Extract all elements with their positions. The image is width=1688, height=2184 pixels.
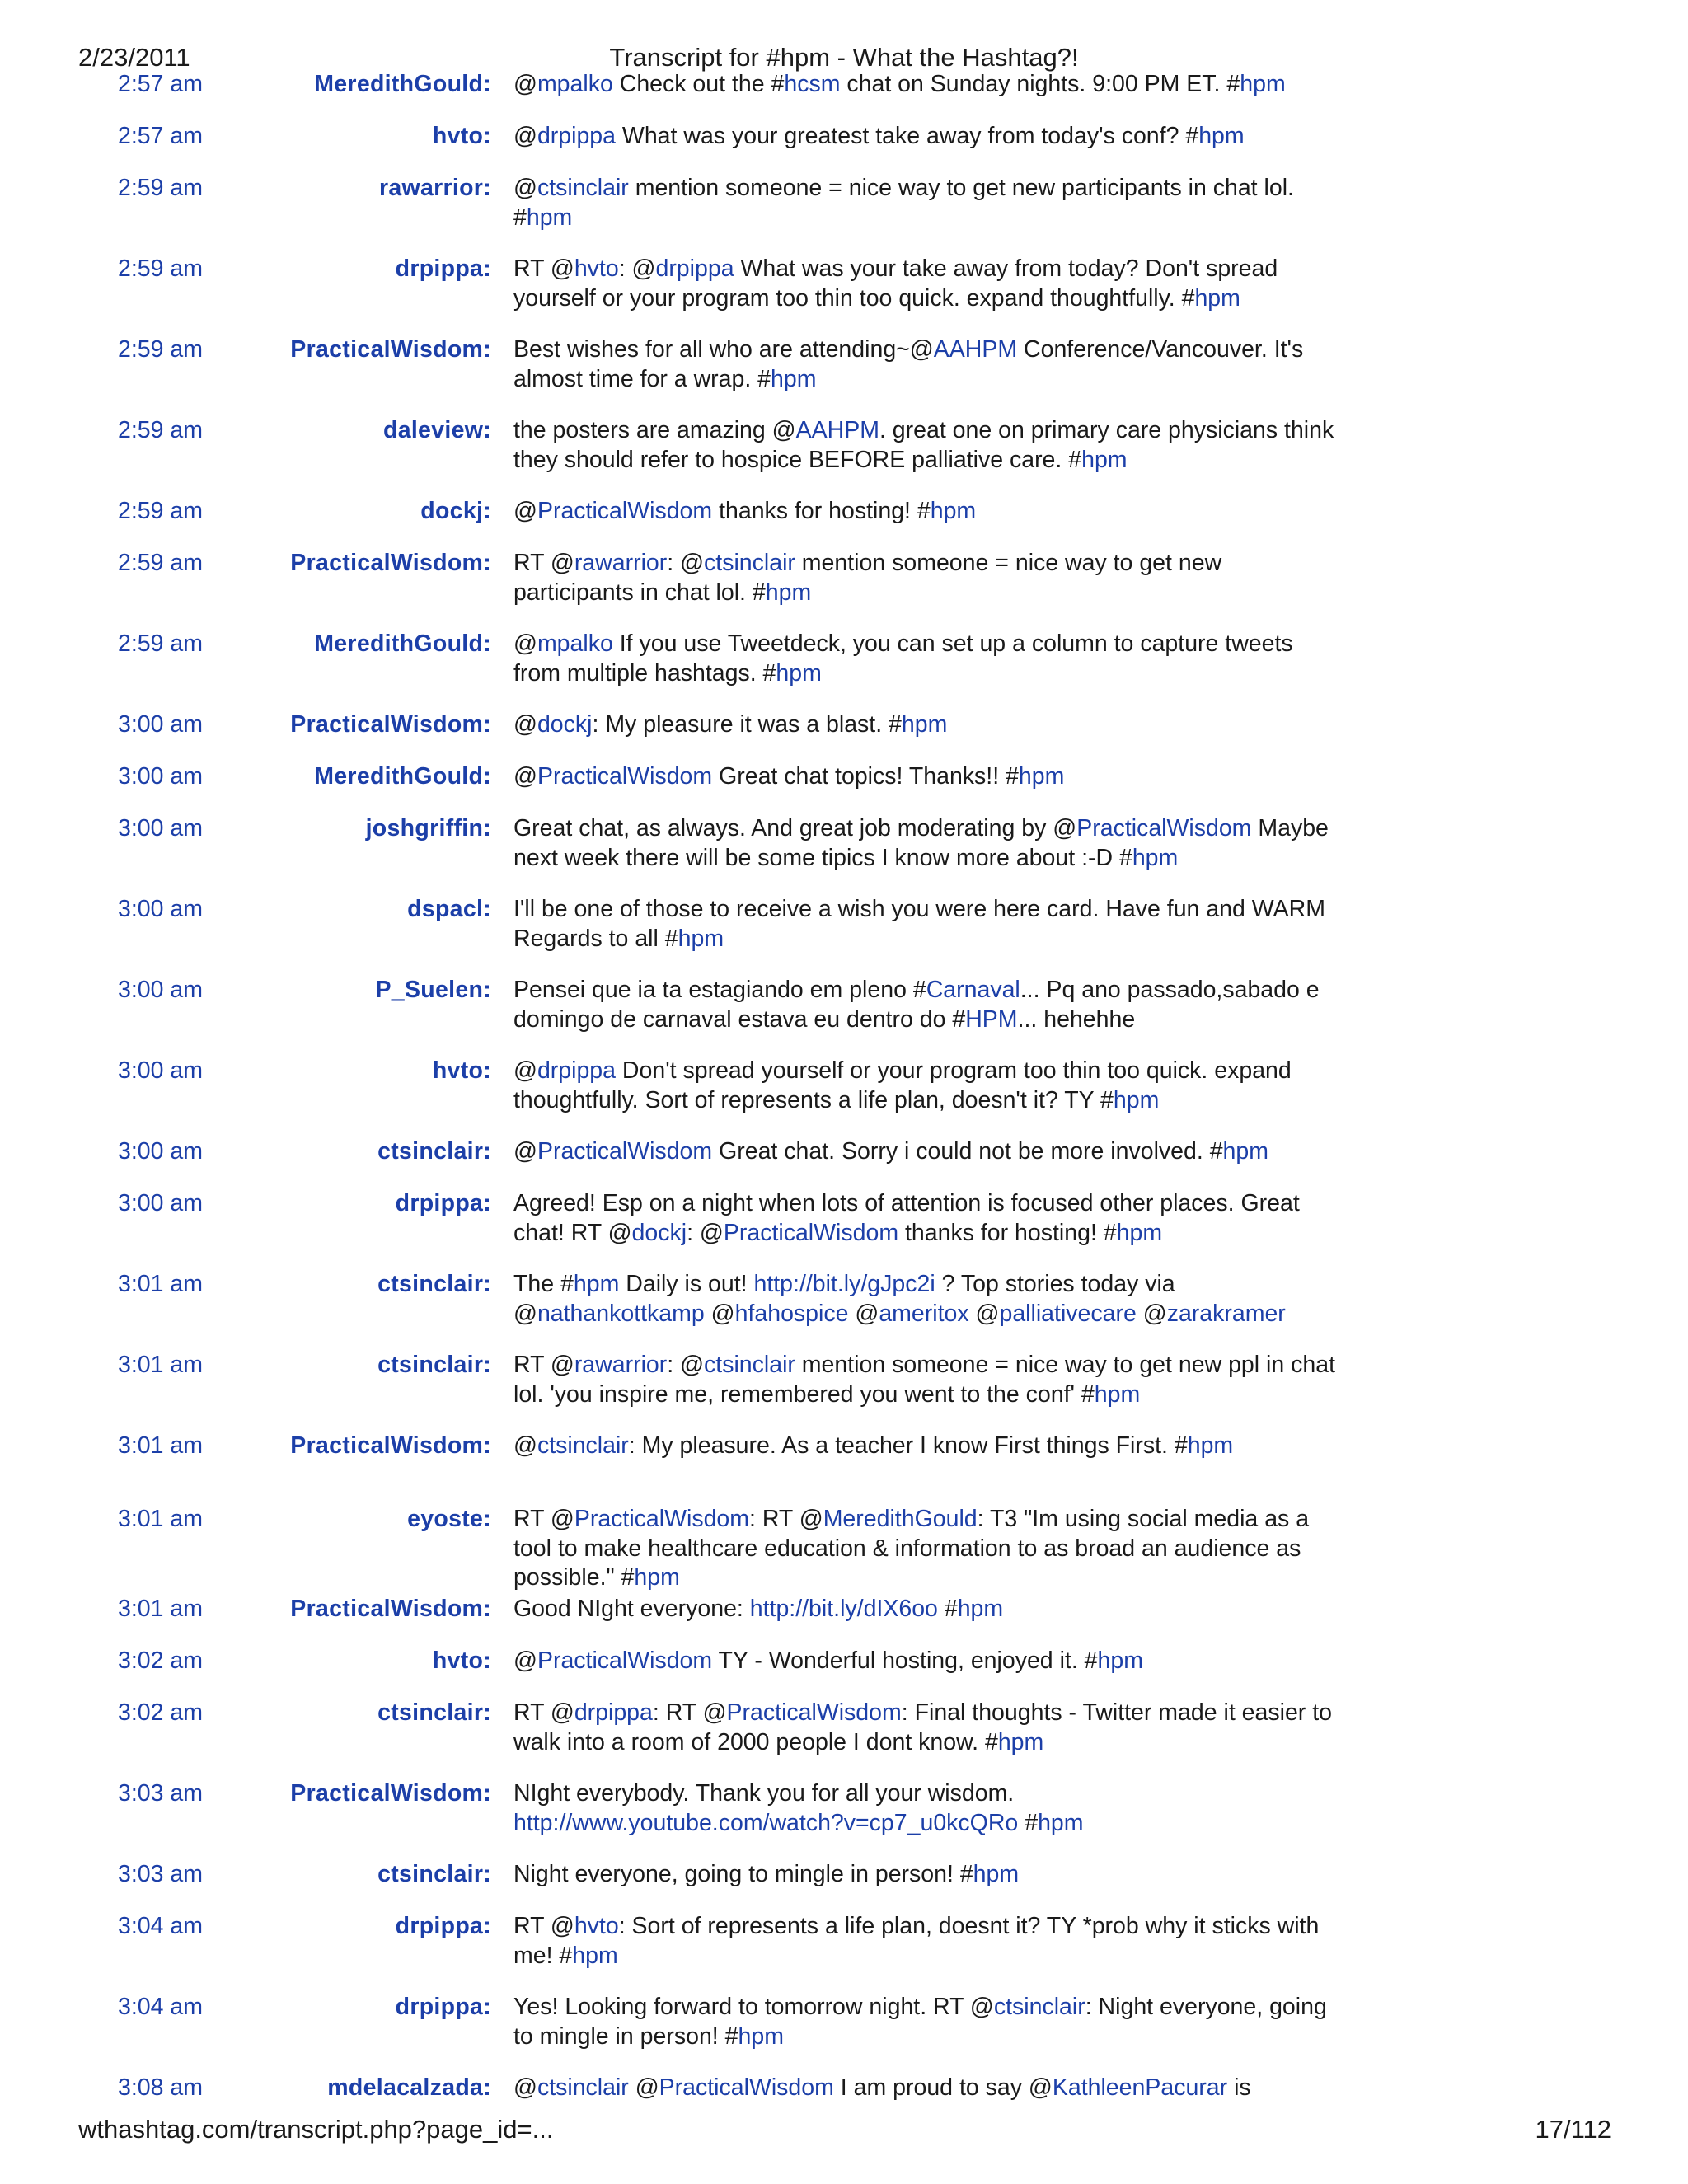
message-text: Best wishes for all who are attending~@	[513, 336, 934, 363]
message-link[interactable]: ctsinclair	[704, 550, 795, 576]
message-link[interactable]: rawarrior	[574, 1352, 668, 1378]
row-username[interactable]: eyoste:	[407, 1506, 491, 1532]
row-time: 3:02 am	[118, 1699, 203, 1726]
message-link[interactable]: hpm	[1113, 1086, 1160, 1113]
row-message	[513, 2074, 1338, 2103]
message-link[interactable]: hcsm	[784, 71, 841, 97]
row-username[interactable]: drpippa:	[395, 255, 491, 282]
message-link[interactable]: hpm	[776, 659, 822, 687]
row-username[interactable]: ctsinclair:	[377, 1271, 491, 1297]
message-text: @	[704, 1300, 735, 1327]
message-text: : My pleasure. As a teacher I know First things First. #	[628, 1432, 1188, 1459]
message-link[interactable]: hpm	[1198, 123, 1245, 149]
message-link[interactable]: hpm	[930, 498, 977, 524]
message-text: @	[513, 630, 537, 657]
row-time: 2:57 am	[118, 123, 203, 149]
row-message	[513, 549, 1338, 607]
row-message	[513, 70, 1338, 100]
message-text: : T3 "Im using social media as a tool to make healthcare education & information to as broad an audience as possible." #	[513, 1506, 1310, 1591]
row-message	[513, 1137, 1338, 1167]
row-username[interactable]: drpippa:	[395, 1994, 491, 2020]
footer-url: wthashtag.com/transcript.php?page_id=...	[78, 2115, 554, 2144]
message-link[interactable]: mpalko	[537, 630, 613, 657]
message-text: @	[513, 1138, 537, 1165]
row-username[interactable]: PracticalWisdom:	[290, 711, 491, 738]
row-username[interactable]: PracticalWisdom:	[290, 1780, 491, 1807]
row-time: 3:00 am	[118, 815, 203, 841]
message-text: #	[1018, 1809, 1039, 1836]
message-text: is	[1227, 2074, 1251, 2101]
message-link[interactable]: drpippa	[655, 255, 734, 282]
row-message	[513, 1057, 1338, 1115]
row-message	[513, 1699, 1338, 1757]
message-text: Don't spread yourself or your program too thin too quick. expand thoughtfully. Sort of represents a life plan, doesn't it? TY #	[513, 1057, 1292, 1113]
row-username[interactable]: dspacl:	[407, 896, 491, 922]
message-text: TY - Wonderful hosting, enjoyed it. #	[712, 1647, 1098, 1674]
message-text: : My pleasure it was a blast. #	[592, 711, 902, 738]
row-time: 3:02 am	[118, 1647, 203, 1674]
row-time: 3:01 am	[118, 1432, 203, 1459]
message-text: RT @	[513, 550, 574, 576]
row-username[interactable]: PracticalWisdom:	[290, 1432, 491, 1459]
message-link[interactable]: mpalko	[537, 71, 613, 97]
message-text: the posters are amazing @	[513, 417, 796, 443]
message-link[interactable]: ctsinclair	[537, 1432, 629, 1459]
message-text: Agreed! Esp on a night when lots of attention is focused other places. Great chat! RT @	[513, 1190, 1300, 1246]
message-text: @	[628, 2074, 659, 2101]
row-message	[513, 122, 1338, 152]
row-time: 3:01 am	[118, 1352, 203, 1378]
message-text: @	[513, 763, 537, 790]
message-link[interactable]: AAHPM	[795, 417, 879, 443]
row-username[interactable]: PracticalWisdom:	[290, 336, 491, 363]
row-username[interactable]: MeredithGould:	[314, 630, 491, 657]
message-link[interactable]: hpm	[765, 579, 812, 606]
message-link[interactable]: hpm	[1038, 1809, 1084, 1836]
message-text: ... Pq ano passado,sabado e domingo de carnaval estava eu dentro do #	[513, 977, 1320, 1033]
message-text: : Night everyone, going to mingle in person! #	[513, 1994, 1327, 2050]
message-text: chat on Sunday nights. 9:00 PM ET. #	[840, 71, 1240, 97]
message-link[interactable]: rawarrior	[574, 550, 668, 576]
row-message	[513, 1270, 1338, 1329]
message-link[interactable]: PracticalWisdom	[723, 1219, 899, 1246]
row-username[interactable]: ctsinclair:	[377, 1861, 491, 1887]
message-text: RT @	[513, 1913, 574, 1939]
message-link[interactable]: http://bit.ly/gJpc2i	[753, 1271, 935, 1297]
row-time: 3:01 am	[118, 1506, 203, 1532]
message-text: If you use Tweetdeck, you can set up a column to capture tweets from multiple hashtags. #	[513, 630, 1293, 687]
message-text: mention someone = nice way to get new participants in chat lol. #	[513, 175, 1294, 231]
message-link[interactable]: hpm	[1116, 1219, 1163, 1246]
message-link[interactable]: hpm	[678, 925, 724, 952]
page-title: Transcript for #hpm - What the Hashtag?!	[609, 43, 1079, 72]
row-username[interactable]: ctsinclair:	[377, 1352, 491, 1378]
message-text: @	[513, 1432, 537, 1459]
row-message	[513, 416, 1338, 475]
message-link[interactable]: hpm	[573, 1271, 620, 1297]
message-link[interactable]: hpm	[738, 2022, 784, 2050]
message-text: : @	[667, 550, 705, 576]
message-text: Great chat. Sorry i could not be more involved. #	[712, 1138, 1223, 1165]
row-message	[513, 1647, 1338, 1676]
message-text: RT @	[513, 1699, 574, 1726]
message-link[interactable]: nathankottkamp	[537, 1300, 705, 1327]
row-time: 3:00 am	[118, 896, 203, 922]
row-time: 2:59 am	[118, 550, 203, 576]
row-message	[513, 1595, 1338, 1624]
message-link[interactable]: zarakramer	[1166, 1300, 1286, 1327]
row-time: 2:59 am	[118, 175, 203, 201]
message-link[interactable]: hpm	[973, 1861, 1020, 1887]
message-link[interactable]: PracticalWisdom	[537, 763, 713, 790]
message-link[interactable]: ctsinclair	[704, 1352, 795, 1378]
row-message	[513, 497, 1338, 527]
message-link[interactable]: hvto	[574, 1913, 619, 1939]
message-link[interactable]: hpm	[1194, 284, 1240, 312]
message-link[interactable]: dockj	[631, 1219, 687, 1246]
row-time: 3:00 am	[118, 1057, 203, 1084]
message-link[interactable]: hpm	[1094, 1380, 1141, 1408]
message-link[interactable]: hpm	[1240, 71, 1286, 97]
row-message	[513, 1860, 1338, 1890]
message-link[interactable]: hpm	[634, 1564, 680, 1591]
message-text: @	[513, 1647, 537, 1674]
message-link[interactable]: PracticalWisdom	[574, 1506, 750, 1532]
message-link[interactable]: hpm	[1187, 1432, 1234, 1459]
message-text: @	[513, 711, 537, 738]
row-username[interactable]: PracticalWisdom:	[290, 1596, 491, 1622]
row-username[interactable]: ctsinclair:	[377, 1699, 491, 1726]
message-text: What was your take away from today? Don't spread yourself or your program too thin too quick. expand thoughtfully. #	[513, 255, 1278, 312]
row-time: 3:00 am	[118, 977, 203, 1003]
message-link[interactable]: dockj	[537, 711, 593, 738]
message-link[interactable]: hpm	[997, 1728, 1044, 1755]
message-link[interactable]: ctsinclair	[537, 2074, 629, 2101]
message-text: Maybe next week there will be some tipics I know more about :-D #	[513, 815, 1329, 871]
row-message	[513, 1993, 1338, 2051]
message-text: thanks for hosting! #	[898, 1219, 1117, 1246]
message-link[interactable]: KathleenPacurar	[1052, 2074, 1228, 2101]
message-text: : @	[618, 255, 656, 282]
message-text: @	[968, 1300, 1000, 1327]
message-text: @	[513, 175, 537, 201]
message-link[interactable]: Carnaval	[926, 977, 1020, 1003]
message-link[interactable]: MeredithGould	[823, 1506, 978, 1532]
row-message	[513, 630, 1338, 688]
row-time: 3:03 am	[118, 1861, 203, 1887]
message-link[interactable]: http://www.youtube.com/watch?v=cp7_u0kcQRo	[513, 1809, 1019, 1836]
message-link[interactable]: hpm	[1097, 1647, 1143, 1674]
row-time: 3:04 am	[118, 1913, 203, 1939]
message-link[interactable]: PracticalWisdom	[537, 1647, 713, 1674]
message-text: : Sort of represents a life plan, doesnt it? TY *prob why it sticks with me! #	[513, 1913, 1320, 1969]
message-text: mention someone = nice way to get new ppl in chat lol. 'you inspire me, remembered you went to the conf' #	[513, 1352, 1335, 1408]
message-text: #	[937, 1596, 958, 1622]
message-text: @	[1136, 1300, 1167, 1327]
message-text: ? Top stories today via @	[513, 1271, 1175, 1327]
message-text: mention someone = nice way to get new participants in chat lol. #	[513, 550, 1222, 606]
row-time: 3:01 am	[118, 1271, 203, 1297]
message-link[interactable]: palliativecare	[999, 1300, 1137, 1327]
row-username[interactable]: MeredithGould:	[314, 763, 491, 790]
message-text: @	[513, 2074, 537, 2101]
row-message	[513, 1189, 1338, 1248]
row-time: 3:03 am	[118, 1780, 203, 1807]
row-message	[513, 1505, 1338, 1593]
row-message	[513, 814, 1338, 873]
message-link[interactable]: hpm	[771, 365, 817, 392]
row-username[interactable]: dockj:	[420, 498, 491, 524]
message-link[interactable]: drpippa	[537, 1057, 617, 1084]
row-username[interactable]: hvto:	[432, 1057, 491, 1084]
row-username[interactable]: daleview:	[382, 417, 491, 443]
message-link[interactable]: hpm	[1081, 446, 1128, 473]
row-username[interactable]: hvto:	[432, 123, 491, 149]
message-link[interactable]: hfahospice	[734, 1300, 849, 1327]
message-text: I am proud to say @	[833, 2074, 1053, 2101]
row-message	[513, 762, 1338, 792]
row-username[interactable]: joshgriffin:	[365, 815, 491, 841]
row-time: 3:00 am	[118, 1190, 203, 1216]
row-username[interactable]: drpippa:	[395, 1190, 491, 1216]
message-text: : @	[667, 1352, 705, 1378]
message-text: @	[513, 123, 537, 149]
message-link[interactable]: ctsinclair	[993, 1994, 1085, 2020]
row-message	[513, 1912, 1338, 1971]
message-link[interactable]: http://bit.ly/dIX6oo	[749, 1596, 938, 1622]
row-message	[513, 1432, 1338, 1461]
row-time: 2:57 am	[118, 71, 203, 97]
message-link[interactable]: AAHPM	[933, 336, 1018, 363]
message-link[interactable]: PracticalWisdom	[537, 498, 713, 524]
message-text: Great chat topics! Thanks!! #	[712, 763, 1019, 790]
row-time: 3:00 am	[118, 763, 203, 790]
message-text: : Final thoughts - Twitter made it easier to walk into a room of 2000 people I dont know. #	[513, 1699, 1332, 1755]
message-link[interactable]: hpm	[901, 711, 948, 738]
message-text: : RT @	[652, 1699, 727, 1726]
message-text: RT @	[513, 1352, 574, 1378]
row-username[interactable]: hvto:	[432, 1647, 491, 1674]
message-text: Daily is out!	[619, 1271, 754, 1297]
message-text: Pensei que ia ta estagiando em pleno #	[513, 977, 926, 1003]
message-text: @	[513, 1057, 537, 1084]
message-link[interactable]: ctsinclair	[537, 175, 629, 201]
message-text: RT @	[513, 1506, 574, 1532]
message-text: Conference/Vancouver. It's almost time for a wrap. #	[513, 336, 1304, 392]
row-username[interactable]: MeredithGould:	[314, 71, 491, 97]
message-link[interactable]: PracticalWisdom	[537, 1138, 713, 1165]
row-time: 3:00 am	[118, 1138, 203, 1165]
row-time: 3:01 am	[118, 1596, 203, 1622]
message-text: @	[848, 1300, 879, 1327]
row-time: 3:08 am	[118, 2074, 203, 2101]
row-time: 2:59 am	[118, 417, 203, 443]
message-text: Great chat, as always. And great job moderating by @	[513, 815, 1077, 841]
row-message	[513, 335, 1338, 394]
row-message	[513, 174, 1338, 232]
message-text: thanks for hosting! #	[712, 498, 931, 524]
message-text: NIght everybody. Thank you for all your wisdom.	[513, 1780, 1015, 1807]
message-link[interactable]: hvto	[574, 255, 619, 282]
row-time: 2:59 am	[118, 498, 203, 524]
message-link[interactable]: hpm	[1018, 763, 1065, 790]
row-message	[513, 255, 1338, 313]
message-text: : @	[687, 1219, 724, 1246]
message-link[interactable]: ameritox	[879, 1300, 969, 1327]
row-username[interactable]: PracticalWisdom:	[290, 550, 491, 576]
message-link[interactable]: drpippa	[537, 123, 617, 149]
message-link[interactable]: hpm	[526, 204, 573, 231]
row-time: 3:04 am	[118, 1994, 203, 2020]
message-link[interactable]: hpm	[1222, 1138, 1268, 1165]
message-text: : RT @	[749, 1506, 823, 1532]
row-username[interactable]: P_Suelen:	[375, 977, 491, 1003]
message-link[interactable]: hpm	[1132, 844, 1179, 871]
message-text: . great one on primary care physicians think they should refer to hospice BEFORE palliative care. #	[513, 417, 1334, 473]
message-link[interactable]: drpippa	[574, 1699, 653, 1726]
row-message	[513, 1351, 1338, 1409]
message-text: I'll be one of those to receive a wish you were here card. Have fun and WARM Regards to all #	[513, 896, 1325, 952]
row-time: 2:59 am	[118, 630, 203, 657]
row-username[interactable]: ctsinclair:	[377, 1138, 491, 1165]
message-text: What was your greatest take away from today's conf? #	[616, 123, 1199, 149]
message-link[interactable]: PracticalWisdom	[1076, 815, 1252, 841]
row-message	[513, 1779, 1338, 1838]
message-text: Night everyone, going to mingle in person! #	[513, 1861, 973, 1887]
row-message	[513, 976, 1338, 1034]
message-text: Check out the #	[612, 71, 785, 97]
page-number: 17/112	[1535, 2115, 1611, 2144]
row-message	[513, 895, 1338, 954]
row-time: 2:59 am	[118, 336, 203, 363]
message-link[interactable]: PracticalWisdom	[659, 2074, 834, 2101]
header-date: 2/23/2011	[78, 43, 190, 72]
message-text: Good NIght everyone:	[513, 1596, 750, 1622]
message-link[interactable]: HPM	[965, 1005, 1018, 1033]
message-text: The #	[513, 1271, 574, 1297]
message-text: @	[513, 71, 537, 97]
row-username[interactable]: mdelacalzada:	[327, 2074, 491, 2101]
message-text: @	[513, 498, 537, 524]
message-text: RT @	[513, 255, 574, 282]
message-text: ... hehehhe	[1017, 1005, 1136, 1033]
row-message	[513, 710, 1338, 740]
row-time: 2:59 am	[118, 255, 203, 282]
message-link[interactable]: hpm	[957, 1596, 1004, 1622]
row-time: 3:00 am	[118, 711, 203, 738]
row-username[interactable]: rawarrior:	[378, 175, 491, 201]
message-text: Yes! Looking forward to tomorrow night. RT @	[513, 1994, 994, 2020]
message-link[interactable]: hpm	[572, 1942, 618, 1969]
message-link[interactable]: PracticalWisdom	[726, 1699, 902, 1726]
row-username[interactable]: drpippa:	[395, 1913, 491, 1939]
